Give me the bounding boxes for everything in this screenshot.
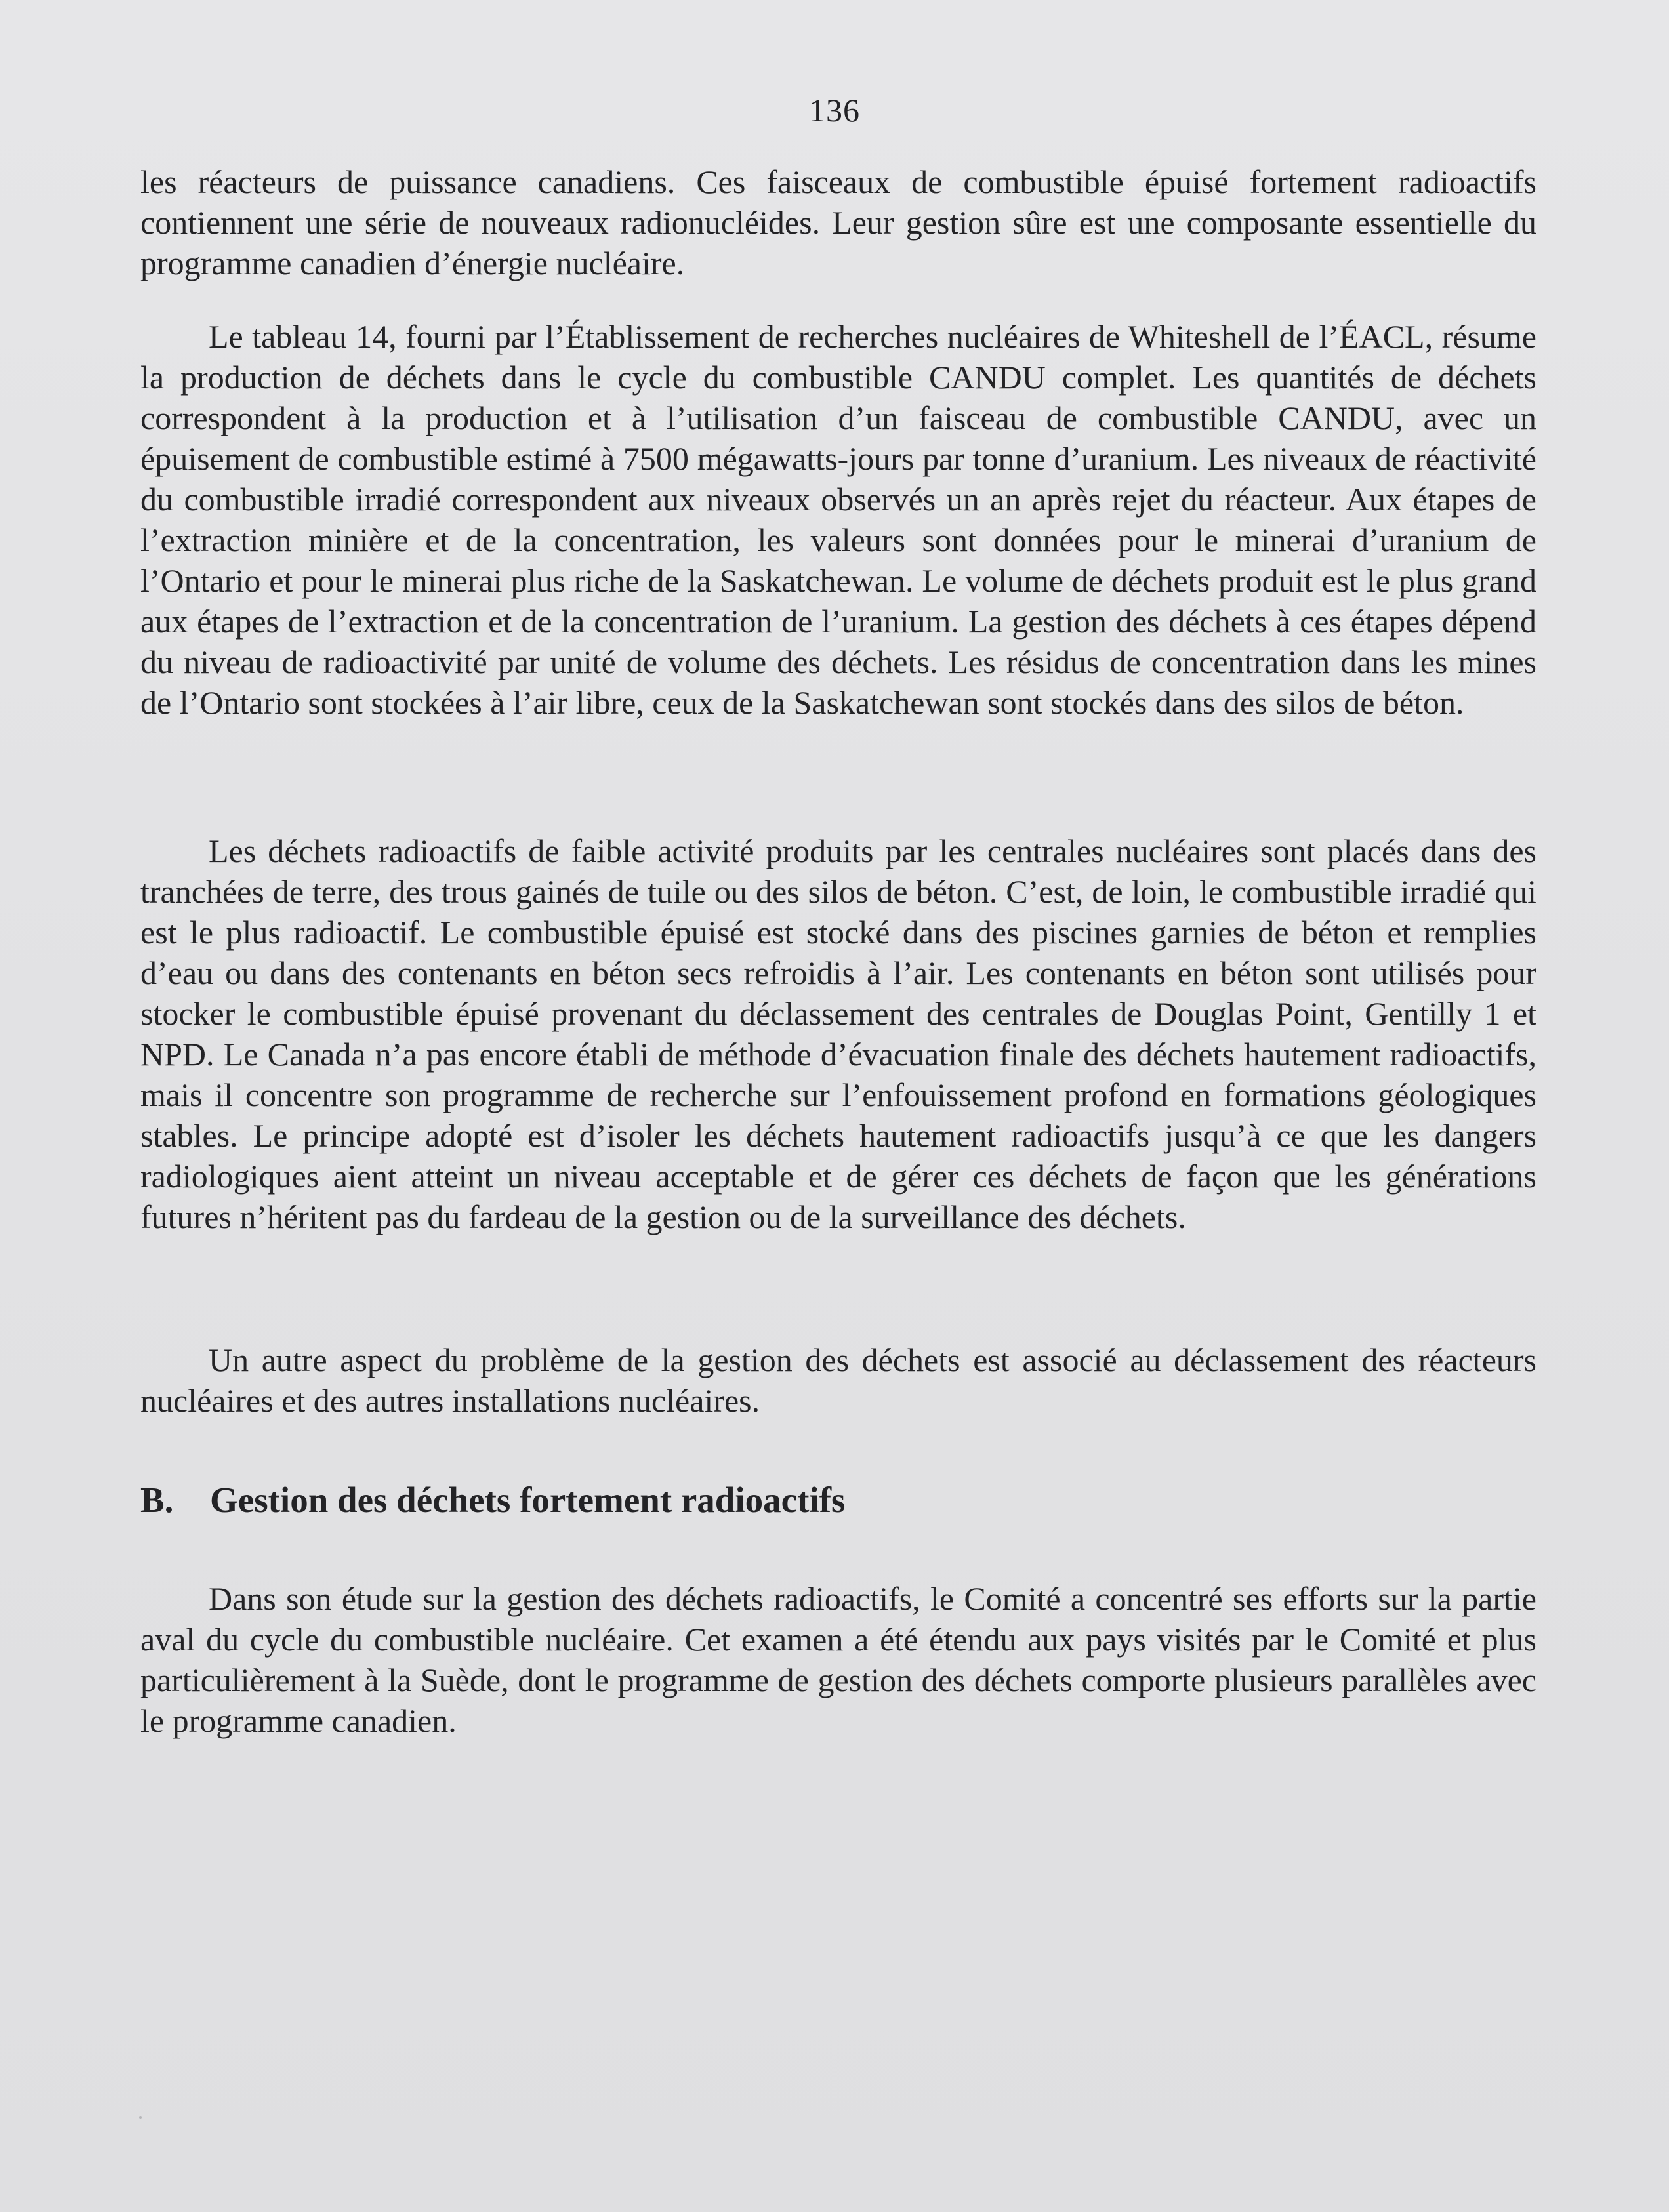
paragraph-etude-comite: Dans son étude sur la gestion des déchets radioactifs, le Comité a concentré ses efforts sur la partie aval du cycle du combustible nucléaire. Cet examen a été étendu aux pays visités par le Comité et plus particulièrement à la Suède, dont le programme de gestion des déchets comporte plusieurs parallèles avec le programme canadien. (140, 1580, 1536, 1739)
paragraph-tableau-14: Le tableau 14, fourni par l’Établissement de recherches nucléaires de Whiteshell de l’ÉACL, résume la production de déchets dans le cycle du combustible CANDU complet. Les quantités de déchets correspondent à la production et à l’utilisation d’un faisceau de combustible CANDU, avec un épuisement de combustible estimé à 7500 mégawatts-jours par tonne d’uranium. Les niveaux de réactivité du combustible irradié correspondent aux niveaux observés un an après rejet du réacteur. Aux étapes de l’extraction minière et de la concentration, les valeurs sont données pour le minerai d’uranium de l’Ontario et pour le minerai plus riche de la Saskatchewan. Le volume de déchets produit est le plus grand aux étapes de l’extraction et de la concentration de l’uranium. La gestion des déchets à ces étapes dépend du niveau de radioactivité par unité de volume des déchets. Les résidus de concentration dans les mines de l’Ontario sont stockées à l’air libre, ceux de la Saskatchewan sont stockés dans des silos de béton. (140, 318, 1536, 721)
paragraph-dechets-faible-activite: Les déchets radioactifs de faible activité produits par les centrales nucléaires sont placés dans des tranchées de terre, des trous gainés de tuile ou des silos de béton. C’est, de loin, le combustible irradié qui est le plus radioactif. Le combustible épuisé est stocké dans des piscines garnies de béton et remplies d’eau ou dans des contenants en béton secs refroidis à l’air. Les contenants en béton sont utilisés pour stocker le combustible épuisé provenant du déclassement des centrales de Douglas Point, Gentilly 1 et NPD. Le Canada n’a pas encore établi de méthode d’évacuation finale des déchets hautement radioactifs, mais il concentre son programme de recherche sur l’enfouissement profond en formations géologiques stables. Le principe adopté est d’isoler les déchets hautement radioactifs jusqu’à ce que les dangers radiologiques aient atteint un niveau acceptable et de gérer ces déchets de façon que les générations futures n’héritent pas du fardeau de la gestion ou de la surveillance des déchets. (140, 832, 1536, 1235)
paragraph-declassement: Un autre aspect du problème de la gestion des déchets est associé au déclassement des réacteurs nucléaires et des autres installations nucléaires. (140, 1342, 1536, 1419)
paragraph-continuation: les réacteurs de puissance canadiens. Ces faisceaux de combustible épuisé fortement radioactifs contiennent une série de nouveaux radionucléides. Leur gestion sûre est une composante essentielle du programme canadien d’énergie nucléaire. (140, 163, 1536, 281)
page-number: 136 (809, 92, 860, 129)
section-label: B. (140, 1480, 174, 1520)
section-heading (140, 1477, 1536, 1523)
scan-speck (139, 2116, 142, 2119)
section-title: Gestion des déchets fortement radioactifs (210, 1480, 846, 1520)
